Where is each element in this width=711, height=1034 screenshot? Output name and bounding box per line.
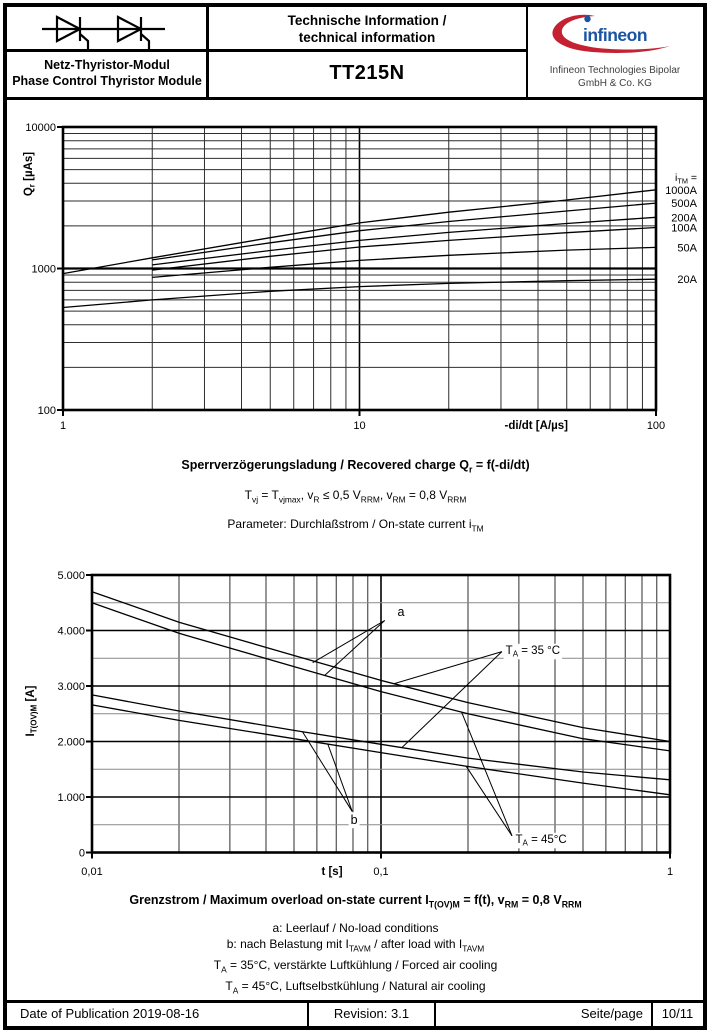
- product-family-de: Netz-Thyristor-Modul: [44, 58, 170, 72]
- header-bottom-rule: [7, 97, 704, 100]
- x-tick-label: 0,01: [81, 866, 103, 878]
- chart1-parameter-note: Parameter: Durchlaßstrom / On-state current $i_{TM}$: [227, 516, 484, 534]
- annotation-label: b: [350, 813, 358, 828]
- note-a: a: Leerlauf / No-load conditions: [272, 920, 439, 935]
- revision: Revision: 3.1: [333, 1006, 410, 1021]
- y-tick-label: 1.000: [57, 792, 85, 804]
- legend-item: 200A: [671, 212, 697, 225]
- y-axis-label: $Q_r$ [µAs]: [23, 151, 37, 197]
- page-label: Seite/page: [580, 1006, 643, 1021]
- x-tick-label: 1: [59, 420, 67, 432]
- note-ta45: $T_A = 45^\circ C$, Luftselbstkühlung / Natural air cooling: [225, 978, 486, 995]
- doc-type-en: technical information: [298, 29, 436, 45]
- chart1-caption-title: Sperrverzögerungsladung / Recovered charge $Q_r = f(-di/dt)$: [181, 458, 530, 475]
- x-tick-label: 100: [646, 420, 666, 432]
- chart1-caption: [0, 458, 711, 533]
- recovered-charge-chart: [8, 108, 703, 442]
- annotation-label: $T_A = 45^\circ C$: [515, 833, 567, 848]
- y-axis-label: $I_{T(OV)M}$ [A]: [25, 685, 39, 737]
- overload-current-chart: [8, 553, 703, 889]
- chart2-caption-title: Grenzstrom / Maximum overload on-state current $I_{T(OV)M} = f(t)$, $v_{RM} = 0,8$ $V_{RRM}$: [129, 893, 582, 910]
- page-number: 10/11: [661, 1006, 694, 1021]
- note-ta35: $T_A = 35^\circ C$, verstärkte Luftkühlung / Forced air cooling: [213, 957, 498, 975]
- annotation-label: $T_A = 35$ °C: [505, 644, 561, 659]
- x-tick-label: 0,1: [373, 866, 389, 878]
- annotation-leader: [313, 621, 385, 663]
- chart1-conditions: $T_{vj} = T_{vjmax}$, $v_R \le 0,5$ $V_{RRM}$, $v_{RM} = 0,8$ $V_{RRM}$: [244, 487, 467, 504]
- legend-item: 100A: [671, 222, 697, 235]
- x-axis-label: t [s]: [321, 866, 343, 878]
- footer-top-rule: [7, 1000, 704, 1003]
- legend-item: 20A: [677, 274, 697, 287]
- annotation-label: a: [397, 605, 405, 620]
- y-tick-label: 4.000: [57, 625, 85, 638]
- y-tick-label: 2.000: [57, 736, 85, 749]
- infineon-logo: [540, 10, 690, 58]
- legend-item: 1000A: [665, 184, 697, 197]
- document-type: [208, 8, 526, 49]
- y-tick-label: 10000: [25, 122, 56, 134]
- product-family-en: Phase Control Thyristor Module: [12, 73, 202, 88]
- doc-type-de: Technische Information /: [287, 12, 447, 28]
- legend-item: 50A: [677, 242, 697, 255]
- company-name: Infineon Technologies Bipolar GmbH & Co. KG: [549, 65, 681, 89]
- part-number: TT215N: [329, 62, 405, 84]
- x-tick-label: 1: [666, 866, 674, 878]
- legend-title: $i_{TM}$ =: [674, 171, 697, 186]
- y-tick-label: 1000: [31, 263, 56, 276]
- legend-item: 500A: [671, 198, 697, 211]
- annotation-leader: [462, 712, 512, 836]
- x-tick-label: 10: [353, 420, 366, 432]
- annotation-leader: [325, 621, 385, 676]
- product-family: [8, 51, 206, 96]
- y-tick-label: 0: [78, 847, 85, 860]
- logo-text: infineon: [583, 25, 648, 45]
- note-b: b: nach Belastung mit $I_{TAVM}$ / after load with $I_{TAVM}$: [226, 936, 485, 954]
- thyristor-symbol-icon: [8, 8, 208, 50]
- y-tick-label: 100: [37, 405, 56, 417]
- chart2-caption: [0, 893, 711, 998]
- publication-date: Date of Publication 2019-08-16: [20, 1006, 200, 1021]
- x-axis-label: -di/dt [A/µs]: [504, 420, 568, 432]
- y-tick-label: 3.000: [57, 681, 85, 693]
- logo-dot: [584, 16, 590, 22]
- series-50a: [152, 247, 656, 277]
- annotation-leader: [466, 766, 512, 836]
- y-tick-label: 5.000: [57, 570, 85, 582]
